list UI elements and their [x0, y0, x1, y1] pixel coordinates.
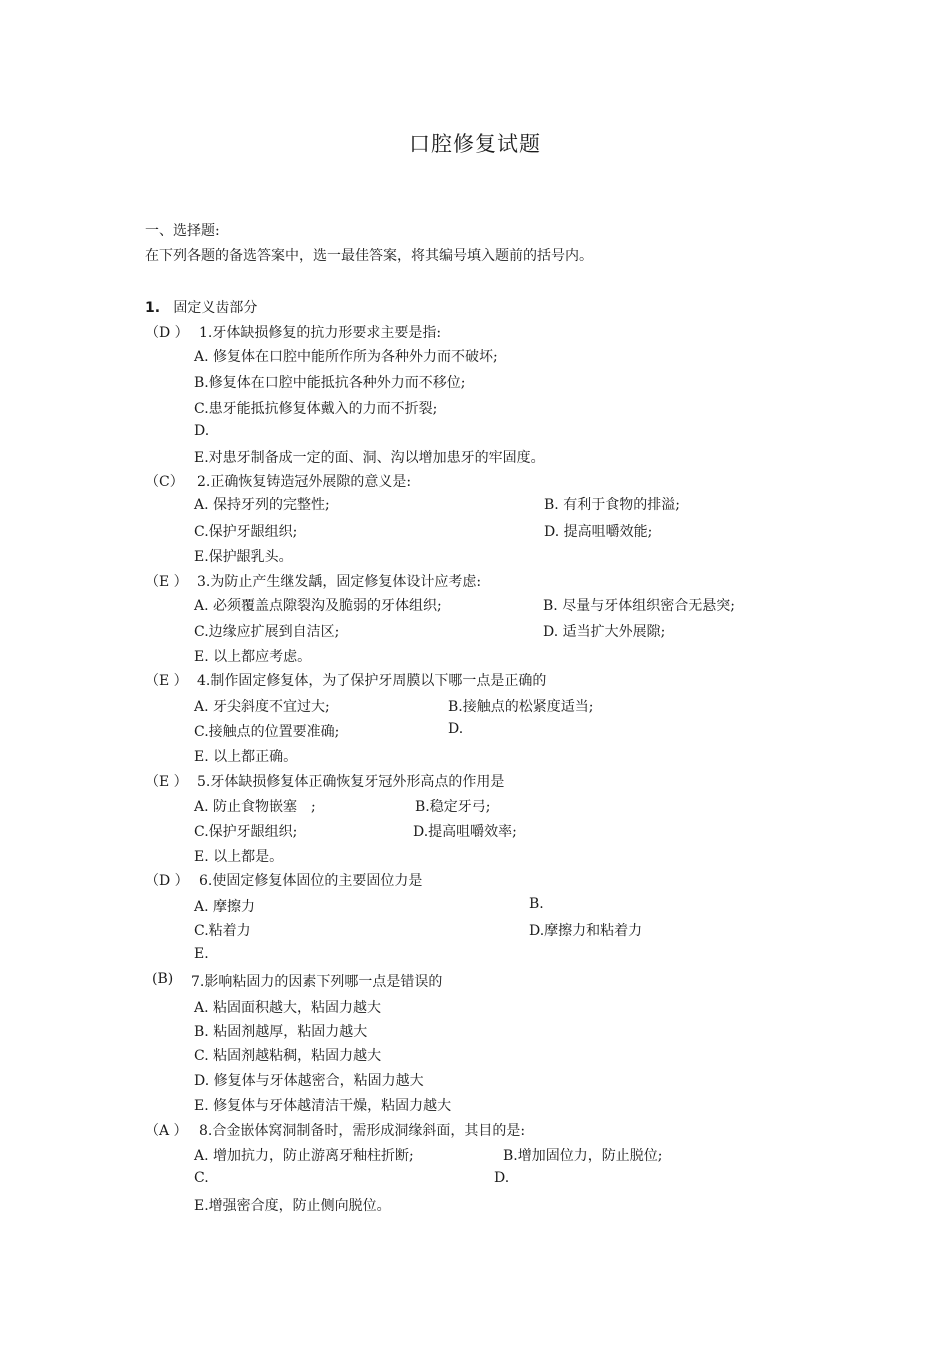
- option-c: C.患牙能抵抗修复体戴入的力而不折裂;: [194, 401, 438, 417]
- answer-mark: （C）: [145, 474, 184, 490]
- section-instructions: 在下列各题的备选答案中，选一最佳答案，将其编号填入题前的括号内。: [145, 248, 593, 264]
- question-stem: 3.为防止产生继发龋，固定修复体设计应考虑:: [197, 574, 482, 590]
- option-c: C. 粘固剂越粘稠，粘固力越大: [194, 1048, 382, 1064]
- part-number: 1.: [145, 300, 161, 316]
- answer-mark: (B): [152, 971, 174, 987]
- option-d: D.摩擦力和粘着力: [529, 923, 643, 939]
- option-e: E. 以上都正确。: [194, 749, 298, 765]
- question-stem: 6.使固定修复体固位的主要固位力是: [199, 873, 423, 889]
- answer-mark: （E ）: [145, 774, 188, 790]
- option-b: B.增加固位力，防止脱位;: [503, 1148, 663, 1164]
- question-stem: 8.合金嵌体窝洞制备时，需形成洞缘斜面，其目的是:: [199, 1123, 526, 1139]
- option-a: A. 粘固面积越大，粘固力越大: [194, 1000, 382, 1016]
- option-e: E. 以上都是。: [194, 849, 284, 865]
- option-b: B.稳定牙弓;: [415, 799, 491, 815]
- option-a: A. 修复体在口腔中能所作所为各种外力而不破坏;: [194, 349, 498, 365]
- option-b: B. 有利于食物的排溢;: [544, 497, 680, 513]
- option-e: E. 以上都应考虑。: [194, 649, 312, 665]
- option-d: D.: [194, 423, 210, 439]
- option-e: E.: [194, 946, 209, 962]
- question-stem: 5.牙体缺损修复体正确恢复牙冠外形高点的作用是: [197, 774, 505, 790]
- option-d: D.: [494, 1170, 510, 1186]
- page-title: 口腔修复试题: [409, 132, 541, 156]
- option-e: E.对患牙制备成一定的面、洞、沟以增加患牙的牢固度。: [194, 450, 545, 466]
- option-c: C.保护牙龈组织;: [194, 524, 298, 540]
- answer-mark: （D ）: [145, 325, 189, 341]
- option-c: C.粘着力: [194, 923, 251, 939]
- option-d: D.: [448, 721, 464, 737]
- section-heading: 一、选择题:: [145, 223, 220, 239]
- option-e: E.增强密合度，防止侧向脱位。: [194, 1198, 391, 1214]
- option-a: A. 保持牙列的完整性;: [194, 497, 330, 513]
- question-stem: 1.牙体缺损修复的抗力形要求主要是指:: [199, 325, 442, 341]
- question-stem: 7.影响粘固力的因素下列哪一点是错误的: [191, 974, 443, 990]
- option-a: A. 增加抗力，防止游离牙釉柱折断;: [194, 1148, 414, 1164]
- option-c: C.接触点的位置要准确;: [194, 724, 340, 740]
- option-c: C.边缘应扩展到自洁区;: [194, 624, 340, 640]
- option-d: D. 修复体与牙体越密合，粘固力越大: [194, 1073, 424, 1089]
- answer-mark: （E ）: [145, 673, 188, 689]
- option-a: A. 防止食物嵌塞 ;: [194, 799, 316, 815]
- answer-mark: （E ）: [145, 574, 188, 590]
- option-a: A. 必须覆盖点隙裂沟及脆弱的牙体组织;: [194, 598, 442, 614]
- option-d: D. 适当扩大外展隙;: [543, 624, 666, 640]
- option-b: B. 尽量与牙体组织密合无悬突;: [543, 598, 735, 614]
- question-stem: 4.制作固定修复体，为了保护牙周膜以下哪一点是正确的: [197, 673, 547, 689]
- option-e: E. 修复体与牙体越清洁干燥，粘固力越大: [194, 1098, 452, 1114]
- answer-mark: （D ）: [145, 873, 189, 889]
- option-b: B. 粘固剂越厚，粘固力越大: [194, 1024, 368, 1040]
- option-c: C.: [194, 1170, 209, 1186]
- option-e: E.保护龈乳头。: [194, 549, 293, 565]
- option-b: B.: [529, 896, 544, 912]
- option-c: C.保护牙龈组织;: [194, 824, 298, 840]
- option-a: A. 牙尖斜度不宜过大;: [194, 699, 330, 715]
- part-heading: [145, 297, 257, 317]
- option-d: D.提高咀嚼效率;: [413, 824, 517, 840]
- option-a: A. 摩擦力: [194, 899, 256, 915]
- part-title: 固定义齿部分: [173, 300, 258, 316]
- question-stem: 2.正确恢复铸造冠外展隙的意义是:: [197, 474, 412, 490]
- option-b: B.接触点的松紧度适当;: [448, 699, 594, 715]
- option-b: B.修复体在口腔中能抵抗各种外力而不移位;: [194, 375, 466, 391]
- option-d: D. 提高咀嚼效能;: [544, 524, 653, 540]
- answer-mark: （A ）: [145, 1123, 188, 1139]
